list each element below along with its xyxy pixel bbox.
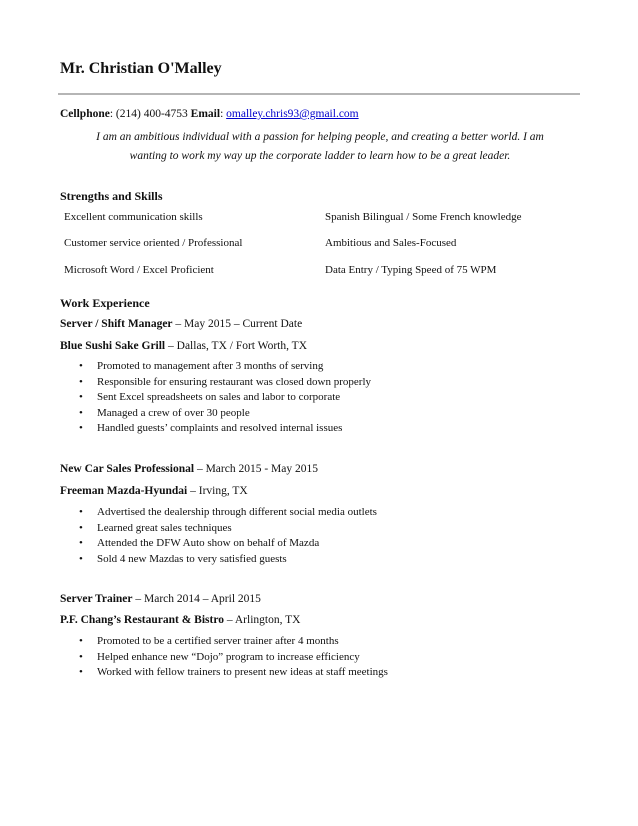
job-duties-list (60, 505, 377, 567)
cellphone-colon: : (109, 108, 116, 120)
skill-item: Customer service oriented / Professional (64, 237, 243, 249)
list-item (60, 421, 371, 437)
bullet-icon: • (79, 552, 83, 565)
job-location: Arlington, TX (234, 614, 301, 626)
job-company-line (60, 340, 307, 352)
dash: – (132, 593, 144, 605)
objective-line-2: wanting to work my way up the corporate ladder to learn how to be a great leader. (129, 150, 511, 162)
list-item (60, 665, 388, 681)
job-dates: March 2015 - May 2015 (205, 463, 318, 475)
job-dates: March 2014 – April 2015 (144, 593, 261, 605)
bullet-icon: • (79, 537, 83, 550)
dash: – (165, 340, 177, 352)
skill-item: Ambitious and Sales-Focused (325, 237, 457, 249)
job-company: P.F. Chang’s Restaurant & Bistro (60, 614, 224, 626)
header-divider (58, 93, 580, 95)
bullet-icon: • (79, 406, 83, 419)
job-title: New Car Sales Professional (60, 463, 195, 475)
skill-item: Microsoft Word / Excel Proficient (64, 264, 214, 276)
list-item (60, 406, 371, 422)
bullet-icon: • (79, 506, 83, 518)
dash: – (172, 318, 185, 330)
bullet-icon: • (79, 666, 83, 679)
job-duties-list (60, 359, 371, 437)
duty-text: Managed a crew of over 30 people (97, 406, 250, 419)
skill-item: Excellent communication skills (64, 211, 203, 223)
list-item (60, 505, 377, 521)
list-item (60, 536, 377, 552)
job-company-line (60, 485, 248, 497)
skills-heading: Strengths and Skills (60, 189, 163, 203)
duty-text: Responsible for ensuring restaurant was closed down properly (97, 375, 372, 388)
cellphone-value: (214) 400-4753 (115, 108, 188, 120)
dash: – (194, 463, 206, 475)
job-title-line (60, 593, 261, 605)
list-item (60, 359, 371, 375)
duty-text: Attended the DFW Auto show on behalf of Mazda (97, 537, 320, 550)
list-item (60, 521, 377, 537)
job-title-line (60, 463, 318, 475)
contact-line (60, 108, 359, 120)
list-item (60, 390, 371, 406)
job-company: Freeman Mazda-Hyundai (60, 485, 188, 497)
job-dates: May 2015 – Current Date (184, 318, 303, 330)
bullet-icon: • (79, 375, 83, 388)
job-duties-list (60, 634, 388, 681)
duty-text: Helped enhance new “Dojo” program to increase efficiency (97, 650, 360, 663)
applicant-name: Mr. Christian O'Malley (60, 60, 222, 77)
list-item (60, 375, 371, 391)
job-title: Server Trainer (60, 593, 133, 605)
bullet-icon: • (79, 635, 83, 647)
skill-item: Data Entry / Typing Speed of 75 WPM (325, 264, 497, 276)
dash: – (187, 485, 199, 497)
bullet-icon: • (79, 521, 83, 534)
work-heading: Work Experience (60, 296, 150, 310)
email-link[interactable]: omalley.chris93@gmail.com (226, 108, 359, 120)
bullet-icon: • (79, 650, 83, 663)
email-label: Email (190, 108, 221, 120)
dash: – (224, 614, 235, 626)
list-item (60, 634, 388, 650)
job-company-line (60, 614, 300, 626)
cellphone-label: Cellphone (60, 108, 110, 120)
list-item (60, 650, 388, 666)
objective-statement (60, 128, 580, 166)
duty-text: Worked with fellow trainers to present new ideas at staff meetings (97, 666, 388, 679)
duty-text: Sent Excel spreadsheets on sales and labor to corporate (97, 391, 341, 404)
list-item (60, 552, 377, 568)
duty-text: Promoted to be a certified server trainer after 4 months (97, 635, 339, 647)
job-company: Blue Sushi Sake Grill (60, 340, 166, 352)
job-title: Server / Shift Manager (60, 318, 173, 330)
duty-text: Handled guests’ complaints and resolved internal issues (97, 422, 343, 435)
duty-text: Advertised the dealership through different social media outlets (97, 506, 377, 518)
skill-item: Spanish Bilingual / Some French knowledge (325, 211, 522, 223)
job-location: Dallas, TX / Fort Worth, TX (176, 340, 308, 352)
duty-text: Sold 4 new Mazdas to very satisfied guests (97, 552, 287, 565)
duty-text: Promoted to management after 3 months of serving (97, 360, 324, 372)
job-title-line (60, 318, 302, 330)
bullet-icon: • (79, 391, 83, 404)
objective-line-1: I am an ambitious individual with a passion for helping people, and creating a better world. I am (96, 131, 544, 143)
email-colon: : (220, 108, 227, 120)
job-location: Irving, TX (198, 485, 248, 497)
duty-text: Learned great sales techniques (97, 521, 232, 534)
bullet-icon: • (79, 360, 83, 372)
bullet-icon: • (79, 422, 83, 435)
